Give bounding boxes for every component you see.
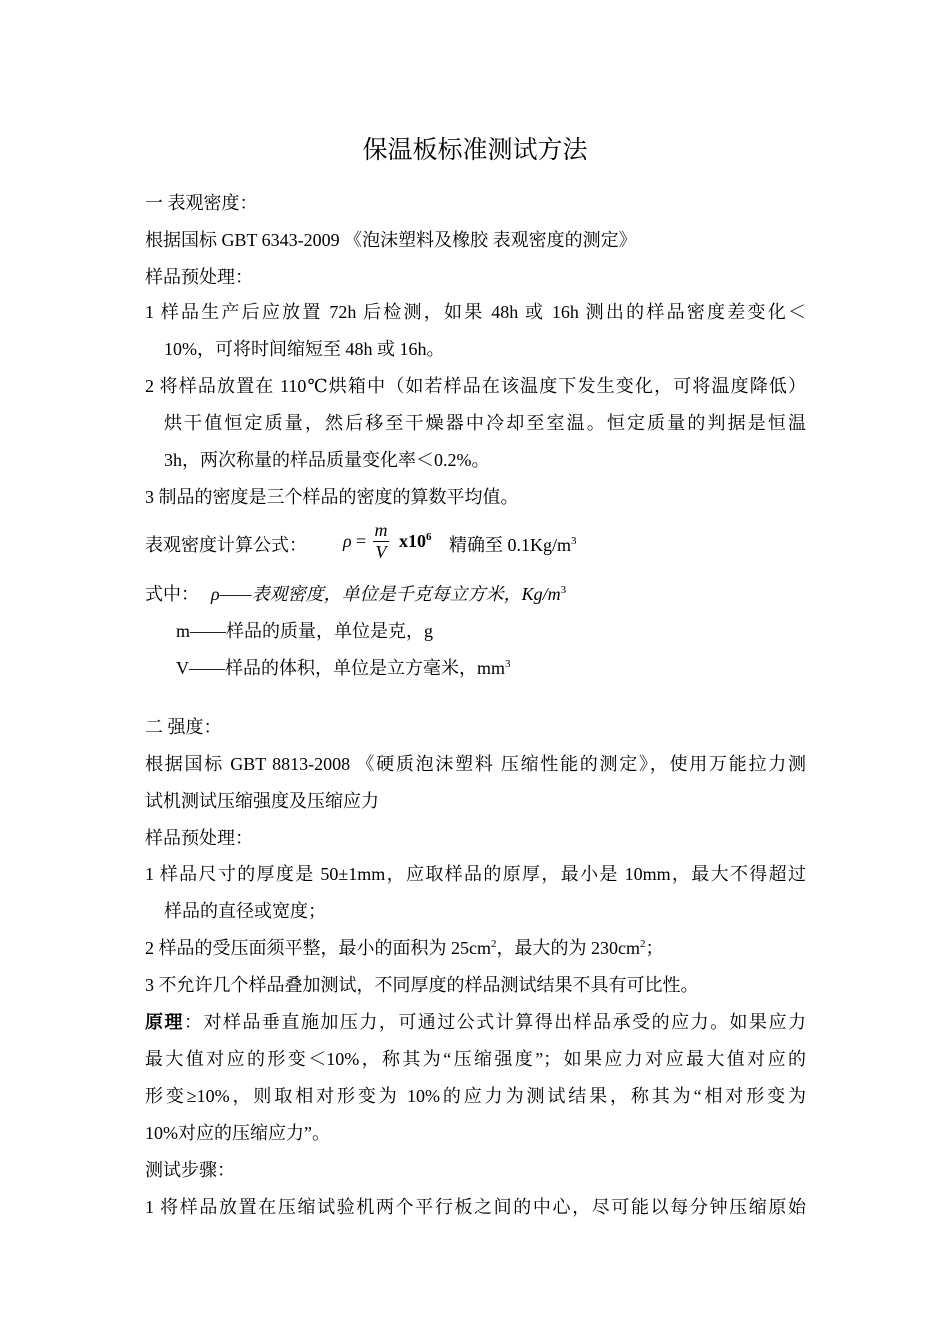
section-2-heading: 二 强度： <box>145 717 222 737</box>
steps-label: 测试步骤： <box>145 1160 235 1180</box>
formula-numerator: m <box>374 520 388 540</box>
formula-precision: 精确至 $0.1Kg/m^3$ <box>449 535 577 555</box>
document-title: 保温板标准测试方法 <box>362 137 588 164</box>
section-1-item-1-line-1: 1 样品生产后应放置 72h 后检测，如果 48h 或 16h 测出的样品密度差变化＜ <box>145 302 806 322</box>
section-1-item-2-line-2: 烘干值恒定质量，然后移至干燥器中冷却至室温。恒定质量的判据是恒温 <box>164 413 806 433</box>
formula-denominator: V <box>375 542 387 562</box>
section-2-item-3: 3 不允许几个样品叠加测试，不同厚度的样品测试结果不具有可比性。 <box>145 975 699 995</box>
section-2-prep-label: 样品预处理： <box>145 828 253 848</box>
section-2-item-1-line-2: 样品的直径或宽度； <box>164 901 326 921</box>
principle-line-4: 10%对应的压缩应力”。 <box>145 1123 330 1143</box>
section-2-standard-line-2: 试机测试压缩强度及压缩应力 <box>145 791 379 811</box>
section-1-prep-label: 样品预处理： <box>145 267 253 287</box>
v-definition: V——样品的体积，单位是立方毫米，$mm^3$ <box>176 658 511 678</box>
section-1-standard: 根据国标 GBT 6343-2009 《泡沫塑料及橡胶 表观密度的测定》 <box>145 230 637 250</box>
step-1-line-1: 1 将样品放置在压缩试验机两个平行板之间的中心，尽可能以每分钟压缩原始 <box>145 1197 806 1217</box>
section-2-item-1-line-1: 1 样品尺寸的厚度是 50±1mm，应取样品的原厚，最小是 10mm，最大不得超过 <box>145 864 806 884</box>
formula-equals: = <box>356 531 367 551</box>
formula-multiplier: $x10^6$ <box>399 531 432 551</box>
section-1-item-2-line-3: 3h，两次称量的样品质量变化率＜0.2%。 <box>164 450 490 470</box>
section-1-item-2-line-1: 2 将样品放置在 110℃烘箱中（如若样品在该温度下发生变化，可将温度降低） <box>145 376 806 396</box>
section-2-item-2: 2 样品的受压面须平整，最小的面积为 $25cm^2$，最大的为 $230cm^2$； <box>145 938 664 958</box>
section-1-heading: 一 表观密度： <box>145 193 258 213</box>
section-1-item-1-line-2: 10%，可将时间缩短至 48h 或 16h。 <box>164 339 445 359</box>
formula-fraction <box>371 520 391 563</box>
principle-line-2: 最大值对应的形变＜10%，称其为“压缩强度”；如果应力对应最大值对应的 <box>145 1049 806 1069</box>
section-2-standard-line-1: 根据国标 GBT 8813-2008 《硬质泡沫塑料 压缩性能的测定》，使用万能拉力测 <box>145 754 806 774</box>
formula-rho: ρ <box>343 531 352 551</box>
section-1-item-3: 3 制品的密度是三个样品的密度的算数平均值。 <box>145 487 519 507</box>
principle-line-3: 形变≥10%，则取相对形变为 10%的应力为测试结果，称其为“相对形变为 <box>145 1086 806 1106</box>
where-label: 式中： <box>145 584 199 604</box>
rho-definition: ρ——表观密度，单位是千克每立方米，$Kg/m^3$ <box>211 584 567 604</box>
formula-label: 表观密度计算公式： <box>145 535 307 555</box>
m-definition: m——样品的质量，单位是克，g <box>176 621 433 641</box>
principle-line-1: 原理：对样品垂直施加压力，可通过公式计算得出样品承受的应力。如果应力 <box>145 1012 807 1032</box>
